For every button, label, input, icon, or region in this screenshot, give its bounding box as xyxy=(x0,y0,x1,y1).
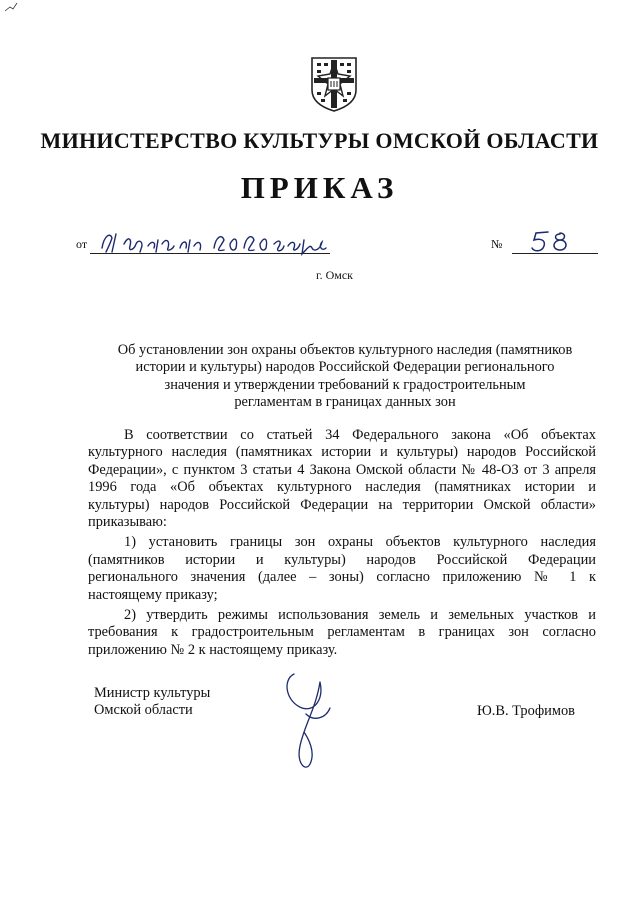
subject-line: регламентам в границах данных зон xyxy=(234,394,456,411)
order-body xyxy=(88,427,596,659)
city-label: г. Омск xyxy=(316,268,353,282)
body-line: 1) установить границы зон охраны объектов культурного наследия xyxy=(124,534,596,551)
position-line: Министр культуры xyxy=(94,685,211,701)
ministry-title: МИНИСТЕРСТВО КУЛЬТУРЫ ОМСКОЙ ОБЛАСТИ xyxy=(40,128,599,153)
position-line: Омской области xyxy=(94,702,193,719)
subject-line: истории и культуры) народов Российской Федерации регионального xyxy=(135,359,555,376)
body-line: культурного наследия (памятниках истории и культуры) народов Российской xyxy=(88,444,596,461)
corner-mark-icon xyxy=(4,2,18,12)
handwritten-date xyxy=(98,226,330,256)
body-line: Федерации», с пунктом 3 статьи 4 Закона Омской области № 48-ОЗ от 3 апреля xyxy=(88,461,596,478)
body-line: культуры) народов Российской Федерации на территории Омской области» xyxy=(88,496,596,513)
number-sign: № xyxy=(491,237,503,251)
subject-line: значения и утверждении требований к градостроительным xyxy=(164,376,526,393)
body-line: 2) утвердить режимы использования земель и земельных участков и xyxy=(124,607,596,624)
document-type-title: ПРИКАЗ xyxy=(240,170,399,205)
body-line: настоящему приказу; xyxy=(88,586,218,603)
signatory-name: Ю.В. Трофимов xyxy=(477,703,575,719)
body-line: приказываю: xyxy=(88,514,167,531)
order-subject xyxy=(90,342,600,412)
coat-of-arms-icon xyxy=(310,56,358,112)
body-line: 1996 года «Об объектах культурного наследия (памятниках истории и xyxy=(88,479,596,496)
body-line: приложению № 2 к настоящему приказу. xyxy=(88,641,338,658)
handwritten-number xyxy=(528,228,578,254)
body-line: регионального значения (далее – зоны) согласно приложению № 1 к xyxy=(88,569,596,586)
body-line: В соответствии со статьей 34 Федерального закона «Об объектах xyxy=(124,427,596,443)
signatory-position xyxy=(94,685,210,720)
handwritten-signature xyxy=(280,668,340,776)
body-line: требования к градостроительным регламентам в границах зон согласно xyxy=(88,624,596,641)
body-line: (памятников истории и культуры) народов Российской Федерации xyxy=(88,551,596,568)
date-prefix: от xyxy=(76,237,88,251)
subject-line: Об установлении зон охраны объектов культурного наследия (памятников xyxy=(117,342,573,358)
